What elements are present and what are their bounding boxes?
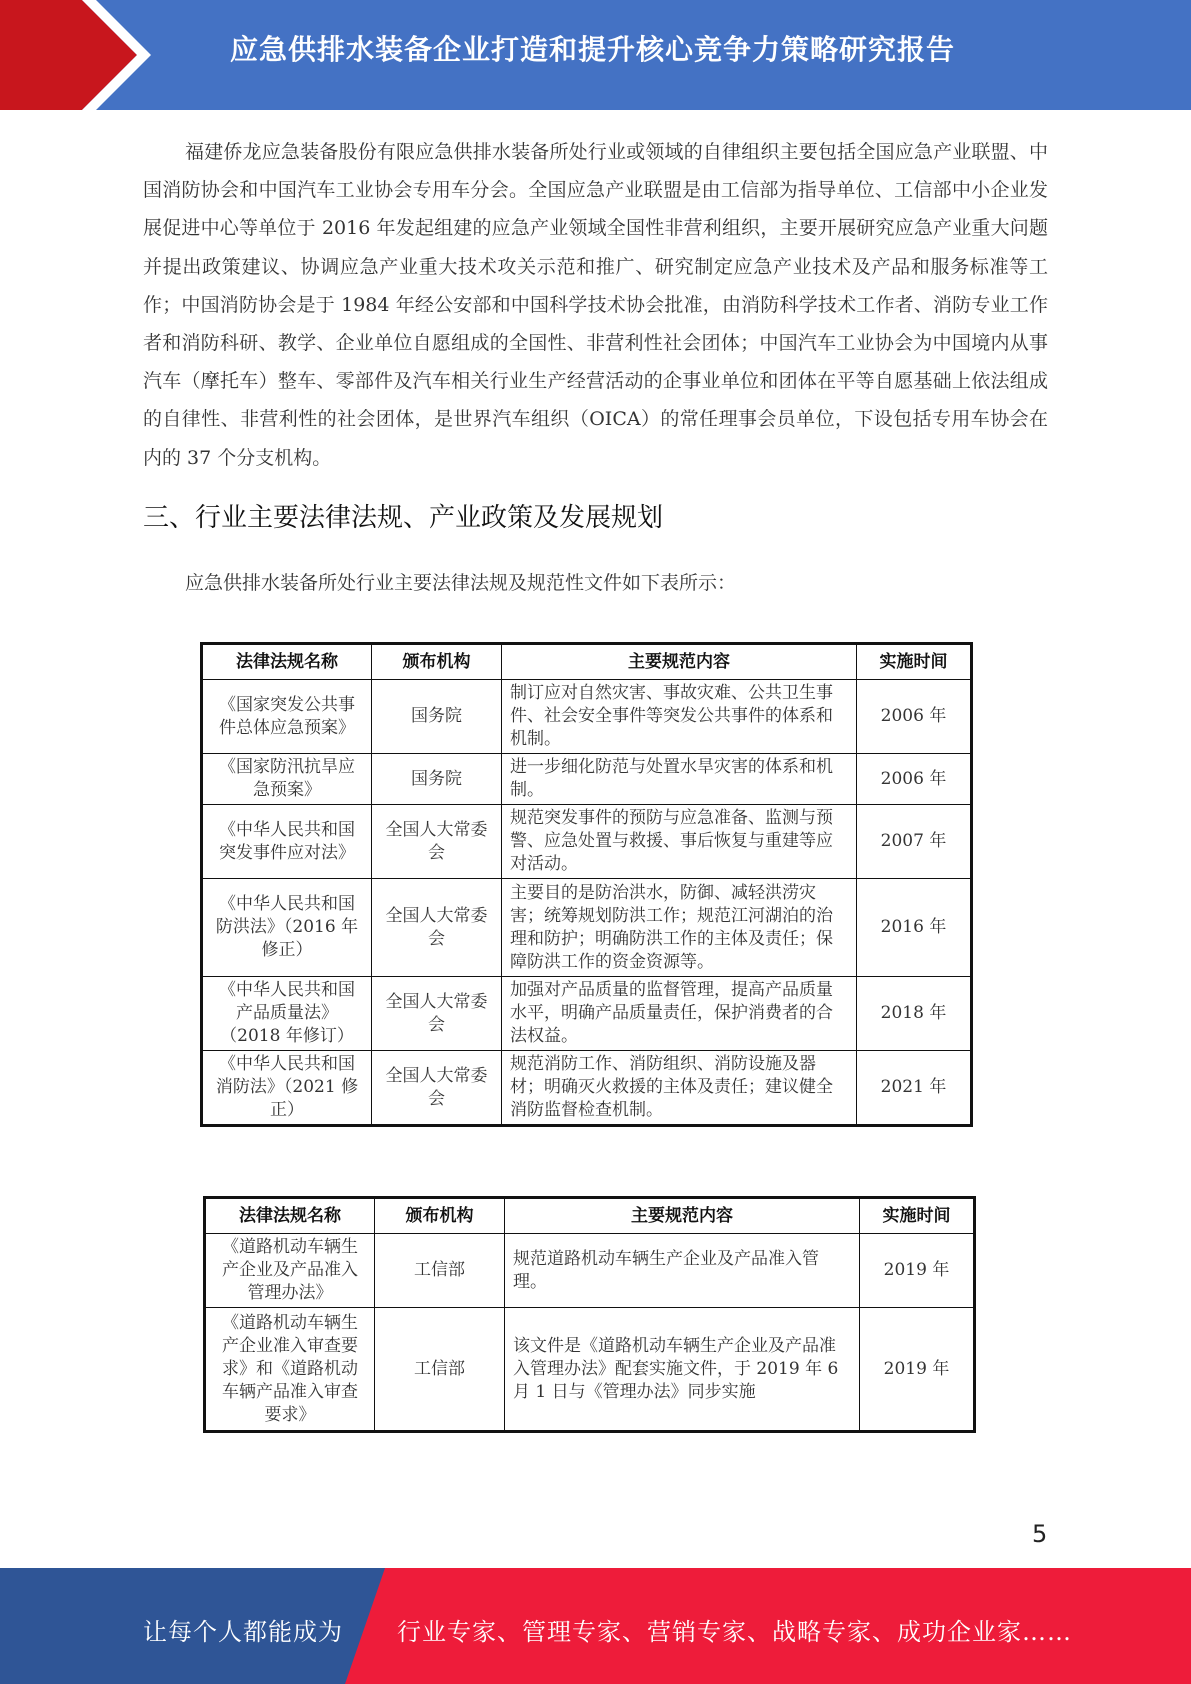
table-header-row [205,1198,975,1234]
content-cell: 制订应对自然灾害、事故灾难、公共卫生事件、社会安全事件等突发公共事件的体系和机制。 [502,680,857,754]
regulations-table-2 [203,1196,976,1433]
footer-slogan-left: 让每个人都能成为 [143,1618,343,1646]
header-bar [0,0,1191,110]
issuer-cell: 国务院 [372,754,502,805]
footer-slogan-right: 行业专家、管理专家、营销专家、战略专家、成功企业家…… [397,1618,1072,1646]
table-row [205,1308,975,1432]
date-cell: 2007 年 [857,805,972,879]
table-row [205,1234,975,1308]
law-name-cell: 《国家突发公共事件总体应急预案》 [202,680,372,754]
issuer-cell: 工信部 [375,1308,505,1432]
header-effective-date: 实施时间 [857,644,972,680]
content-cell: 规范道路机动车辆生产企业及产品准入管理。 [505,1234,860,1308]
content-cell: 规范消防工作、消防组织、消防设施及器材；明确灭火救援的主体及责任；建议健全消防监督检查机制。 [502,1051,857,1126]
content-cell: 该文件是《道路机动车辆生产企业及产品准入管理办法》配套实施文件，于 2019 年 6 月 1 日与《管理办法》同步实施 [505,1308,860,1432]
issuer-cell: 全国人大常委会 [372,977,502,1051]
header-chevron-arrow [0,0,160,110]
date-cell: 2018 年 [857,977,972,1051]
section-heading: 三、行业主要法律法规、产业政策及发展规划 [143,503,664,533]
date-cell: 2006 年 [857,754,972,805]
report-title: 应急供排水装备企业打造和提升核心竞争力策略研究报告 [230,33,956,66]
date-cell: 2016 年 [857,879,972,977]
header-issuer: 颁布机构 [372,644,502,680]
law-name-cell: 《中华人民共和国突发事件应对法》 [202,805,372,879]
date-cell: 2006 年 [857,680,972,754]
table-row [202,1051,972,1126]
date-cell: 2021 年 [857,1051,972,1126]
table-header-row [202,644,972,680]
content-cell: 主要目的是防治洪水，防御、减轻洪涝灾害；统筹规划防洪工作；规范江河湖泊的治理和防护；明确防洪工作的主体及责任；保障防洪工作的资金资源等。 [502,879,857,977]
issuer-cell: 全国人大常委会 [372,805,502,879]
header-law-name: 法律法规名称 [205,1198,375,1234]
law-name-cell: 《道路机动车辆生产企业准入审查要求》和《道路机动车辆产品准入审查要求》 [205,1308,375,1432]
content-cell: 规范突发事件的预防与应急准备、监测与预警、应急处置与救援、事后恢复与重建等应对活动。 [502,805,857,879]
body-paragraph: 福建侨龙应急装备股份有限应急供排水装备所处行业或领域的自律组织主要包括全国应急产业联盟、中国消防协会和中国汽车工业协会专用车分会。全国应急产业联盟是由工信部为指导单位、工信部中小企业发展促进中心等单位于 2016 年发起组建的应急产业领域全国性非营利组织，主要开展研究应急产业重大问题并提出政策建议、协调应急产业重大技术攻关示范和推广、研究制定应急产业技术及产品和服务标准等工作；中国消防协会是于 1984 年经公安部和中国科学技术协会批准，由消防科学技术工作者、消防专业工作者和消防科研、教学、企业单位自愿组成的全国性、非营利性社会团体；中国汽车工业协会为中国境内从事汽车（摩托车）整车、零部件及汽车相关行业生产经营活动的企事业单位和团体在平等自愿基础上依法组成的自律性、非营利性的社会团体，是世界汽车组织（OICA）的常任理事会员单位，下设包括专用车协会在内的 37 个分支机构。 [143,141,1048,469]
law-name-cell: 《中华人民共和国消防法》（2021 修正） [202,1051,372,1126]
header-content: 主要规范内容 [505,1198,860,1234]
intro-text: 应急供排水装备所处行业主要法律法规及规范性文件如下表所示： [185,572,737,594]
issuer-cell: 工信部 [375,1234,505,1308]
header-law-name: 法律法规名称 [202,644,372,680]
law-name-cell: 《中华人民共和国防洪法》（2016 年修正） [202,879,372,977]
table-row [202,680,972,754]
header-content: 主要规范内容 [502,644,857,680]
issuer-cell: 国务院 [372,680,502,754]
table-row [202,754,972,805]
date-cell: 2019 年 [860,1234,975,1308]
table-row [202,879,972,977]
table-row [202,805,972,879]
page-number: 5 [1032,1520,1048,1548]
content-cell: 进一步细化防范与处置水旱灾害的体系和机制。 [502,754,857,805]
law-name-cell: 《中华人民共和国产品质量法》（2018 年修订） [202,977,372,1051]
regulations-table-1 [200,642,973,1127]
issuer-cell: 全国人大常委会 [372,879,502,977]
issuer-cell: 全国人大常委会 [372,1051,502,1126]
table-row [202,977,972,1051]
law-name-cell: 《道路机动车辆生产企业及产品准入管理办法》 [205,1234,375,1308]
content-cell: 加强对产品质量的监督管理，提高产品质量水平，明确产品质量责任，保护消费者的合法权益。 [502,977,857,1051]
header-issuer: 颁布机构 [375,1198,505,1234]
date-cell: 2019 年 [860,1308,975,1432]
law-name-cell: 《国家防汛抗旱应急预案》 [202,754,372,805]
header-effective-date: 实施时间 [860,1198,975,1234]
